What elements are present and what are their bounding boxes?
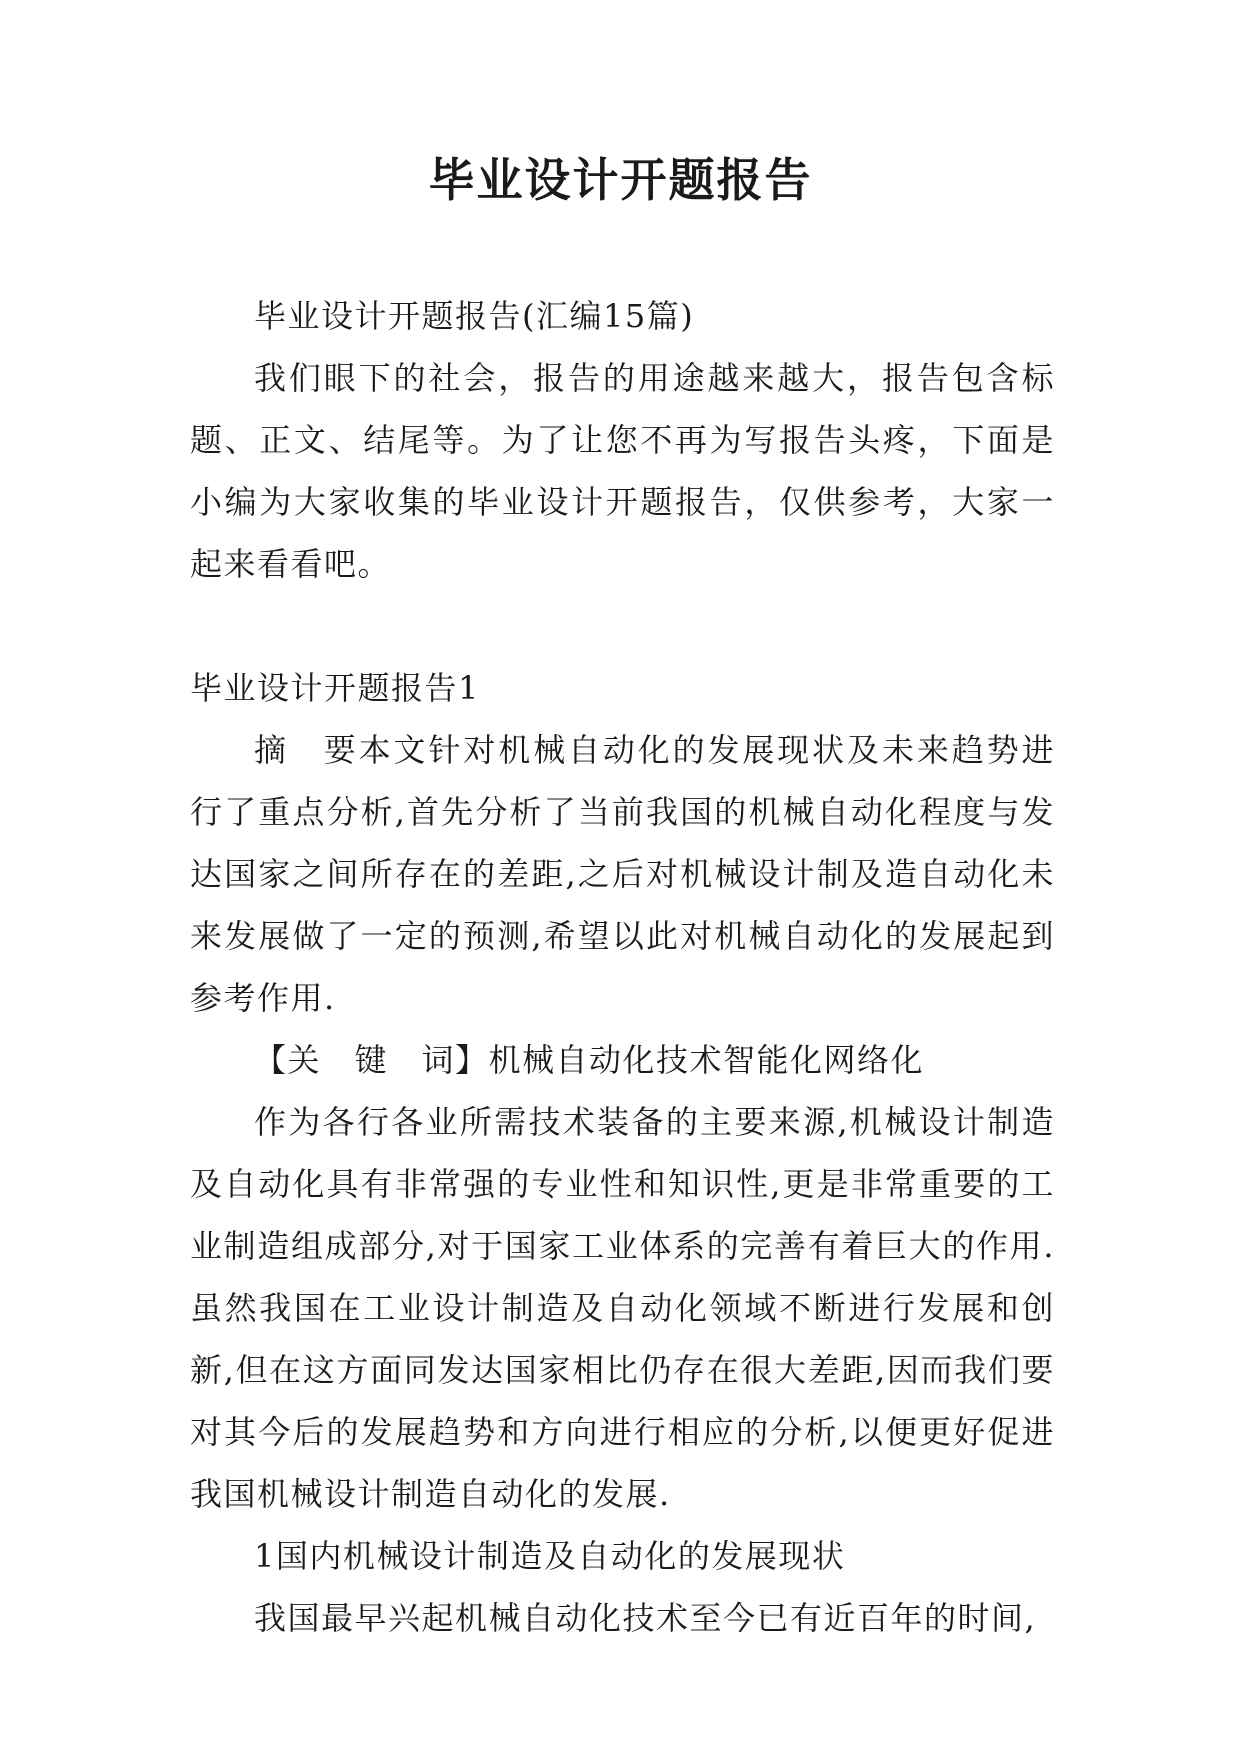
keywords-paragraph: 【关 键 词】机械自动化技术智能化网络化: [254, 1041, 925, 1079]
subsection-heading: 1国内机械设计制造及自动化的发展现状: [254, 1537, 846, 1575]
section-heading: 毕业设计开题报告1: [190, 669, 480, 707]
document-body: [190, 285, 1055, 1649]
subtitle-paragraph: 毕业设计开题报告(汇编15篇): [254, 297, 695, 335]
document-title: 毕业设计开题报告: [428, 153, 813, 207]
abstract-paragraph: 摘 要本文针对机械自动化的发展现状及未来趋势进行了重点分析,首先分析了当前我国的机械自动化程度与发达国家之间所存在的差距,之后对机械设计制及造自动化未来发展做了一定的预测,希望以此对机械自动化的发展起到参考作用.: [190, 731, 1055, 1017]
body-paragraph: 我国最早兴起机械自动化技术至今已有近百年的时间,: [254, 1599, 1037, 1637]
intro-paragraph: 我们眼下的社会，报告的用途越来越大，报告包含标题、正文、结尾等。为了让您不再为写报告头疼，下面是小编为大家收集的毕业设计开题报告，仅供参考，大家一起来看看吧。: [190, 359, 1055, 583]
paragraph-spacer: [190, 595, 1055, 657]
body-paragraph: 作为各行各业所需技术装备的主要来源,机械设计制造及自动化具有非常强的专业性和知识性,更是非常重要的工业制造组成部分,对于国家工业体系的完善有着巨大的作用.虽然我国在工业设计制造及自动化领域不断进行发展和创新,但在这方面同发达国家相比仍存在很大差距,因而我们要对其今后的发展趋势和方向进行相应的分析,以便更好促进我国机械设计制造自动化的发展.: [190, 1103, 1055, 1513]
